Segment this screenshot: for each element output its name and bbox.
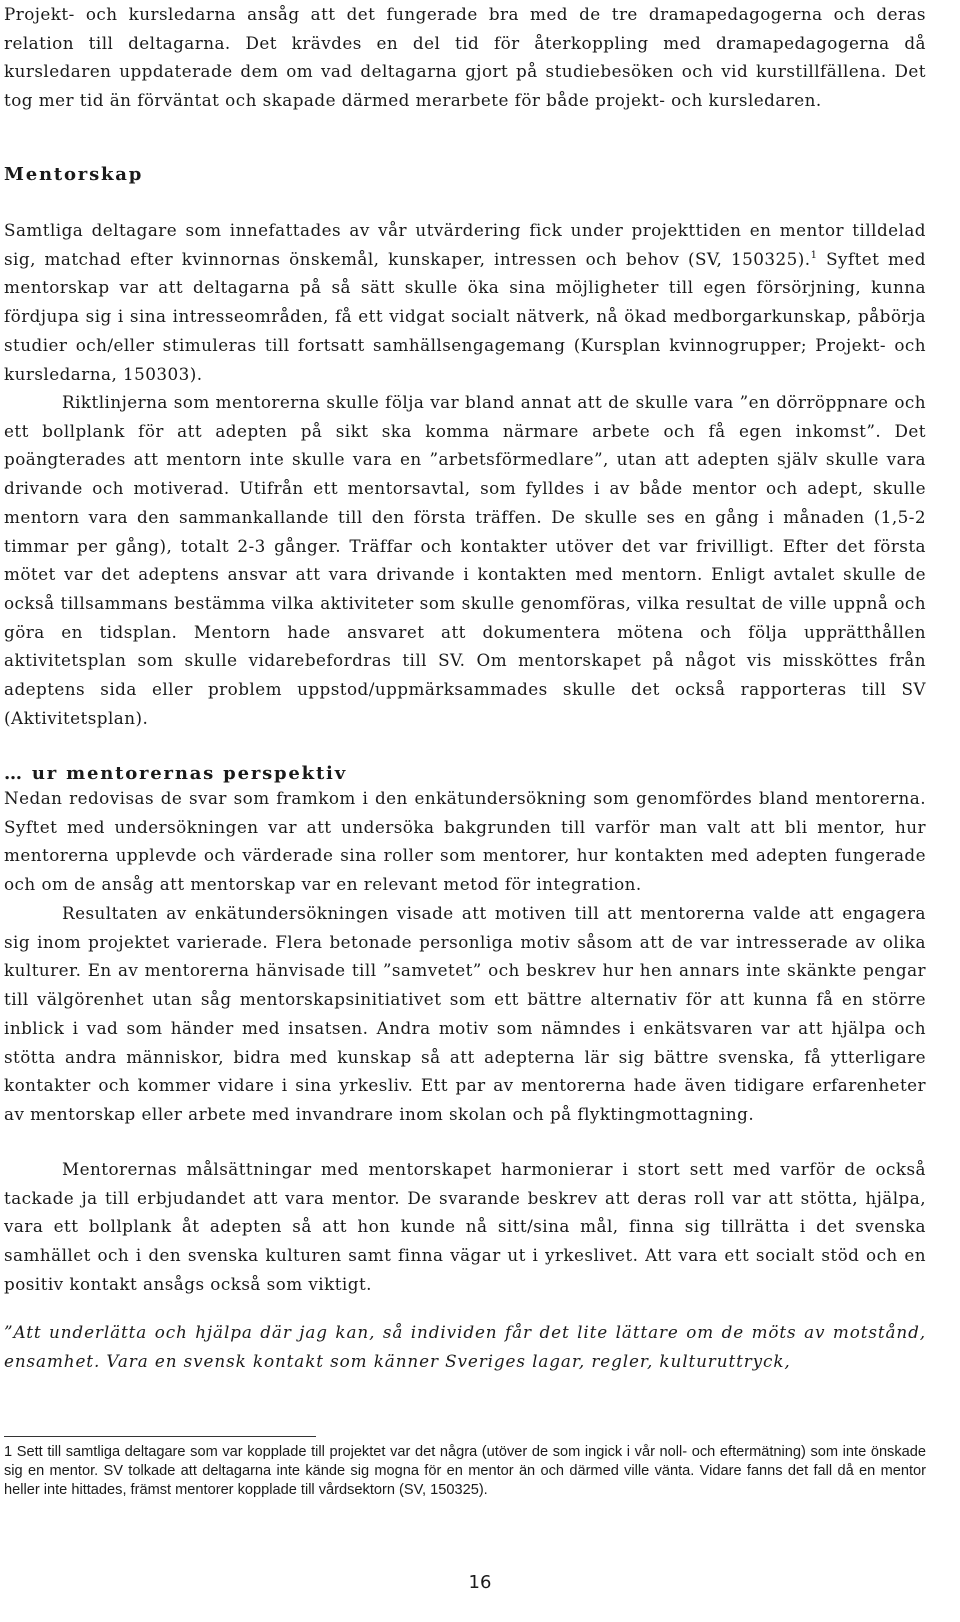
intro-paragraph: Projekt- och kursledarna ansåg att det fungerade bra med de tre dramapedagogerna och deras relation till deltagarna. Det krävdes en del tid för återkoppling med dramapedagogerna då kursledaren uppdaterade dem om vad deltagarna gjort på studiebesöken och vid kurstillfällena. Det tog mer tid än förväntat och skapade därmed merarbete för både projekt- och kursledaren. [4, 4, 926, 111]
page-number: 16 [468, 1572, 492, 1593]
footnote-text: Sett till samtliga deltagare som var kopplade till projektet var det några (utöver de som ingick i vår noll- och eftermätning) som inte önskade sig en mentor. SV tolkade att deltagarna inte kände sig mogna för en mentor än och därmed ville vänta. Vidare fanns det fall då en mentor heller inte hittades, främst mentorer kopplade till vårdsektorn (SV, 150325). [4, 1444, 926, 1498]
footnote-divider [4, 1436, 316, 1437]
perspektiv-paragraph-2: Resultaten av enkätundersökningen visade att motiven till att mentorerna valde att engagera sig inom projektet varierade. Flera betonade personliga motiv såsom att de var intresserade av olika kulturer. En av mentorerna hänvisade till ”samvetet” och beskrev hur hen annars inte skänkte pengar till välgörenhet utan såg mentorskapsinitiativet som ett bättre alternativ för att kunna få en större inblick i vad som händer med insatsen. Andra motiv som nämndes i enkätsvaren var att hjälpa och stötta andra människor, bidra med kunskap så att adepterna lär sig bättre svenska, få ytterligare kontakter och kommer vidare i sina yrkesliv. Ett par av mentorerna hade även tidigare erfarenheter av mentorskap eller arbete med invandrare inom skolan och på flyktingmottagning. [4, 903, 926, 1124]
mentorskap-paragraph-1 [4, 216, 926, 388]
section-heading-mentorernas-perspektiv: … ur mentorernas perspektiv [4, 763, 347, 784]
mentor-quote: ”Att underlätta och hjälpa där jag kan, så individen får det lite lättare om de möts av motstånd, ensamhet. Vara en svensk kontakt som känner Sveriges lagar, regler, kulturuttryck, [4, 1322, 926, 1371]
perspektiv-paragraph-3: Mentorernas målsättningar med mentorskapet harmonierar i stort sett med varför de också tackade ja till erbjudandet att vara mentor. De svarande beskrev att deras roll var att stötta, hjälpa, vara ett bollplank åt adepten så att hon kunde nå sitt/sina mål, finna sig tillrätta i det svenska samhället och i den svenska kulturen samt finna vägar ut i yrkeslivet. Att vara ett socialt stöd och en positiv kontakt ansågs också som viktigt. [4, 1159, 926, 1294]
footnote-reference: 1 [810, 249, 818, 261]
footnote [4, 1443, 926, 1500]
perspektiv-paragraph-1: Nedan redovisas de svar som framkom i den enkätundersökning som genomfördes bland mentorerna. Syftet med undersökningen var att undersöka bakgrunden till varför man valt att bli mentor, hur mentorerna upplevde och värderade sina roller som mentorer, hur kontakten med adepten fungerade och om de ansåg att mentorskap var en relevant metod för integration. [4, 788, 926, 895]
mentorskap-paragraph-2: Riktlinjerna som mentorerna skulle följa var bland annat att de skulle vara ”en dörröppnare och ett bollplank för att adepten på sikt ska komma närmare arbete och få egen inkomst”. Det poängterades att mentorn inte skulle vara en ”arbetsförmedlare”, utan att adepten själv skulle vara drivande och motiverad. Utifrån ett mentorsavtal, som fylldes i av både mentor och adept, skulle mentorn vara den sammankallande till den första träffen. De skulle ses en gång i månaden (1,5-2 timmar per gång), totalt 2-3 gånger. Träffar och kontakter utöver det var frivilligt. Efter det första mötet var det adeptens ansvar att vara drivande i kontakten med mentorn. Enligt avtalet skulle de också tillsammans bestämma vilka aktiviteter som skulle genomföras, vilka resultat de ville uppnå och göra en tidsplan. Mentorn hade ansvaret att dokumentera mötena och följa upprätthållen aktivitetsplan som skulle vidarebefordras till SV. Om mentorskapet på något vis missköttes från adeptens sida eller problem uppstod/uppmärksammades skulle det också rapporteras till SV (Aktivitetsplan). [4, 392, 926, 728]
footnote-number: 1 [4, 1444, 13, 1460]
section-heading-mentorskap: Mentorskap [4, 164, 144, 185]
mentorskap-paragraph-1-continued: Syftet med mentorskap var att deltagarna på så sätt skulle öka sina möjligheter till egen försörjning, kunna fördjupa sig i sina intresseområden, få ett vidgat socialt nätverk, nå ökad medborgarkunskap, påbörja studier och/eller stimuleras till fortsatt samhällsengagemang (Kursplan kvinnogrupper; Projekt- och kursledarna, 150303). [4, 248, 926, 384]
mentorskap-paragraph-1-text: Samtliga deltagare som innefattades av vår utvärdering fick under projekttiden en mentor tilldelad sig, matchad efter kvinnornas önskemål, kunskaper, intressen och behov (SV, 150325). [4, 220, 926, 269]
